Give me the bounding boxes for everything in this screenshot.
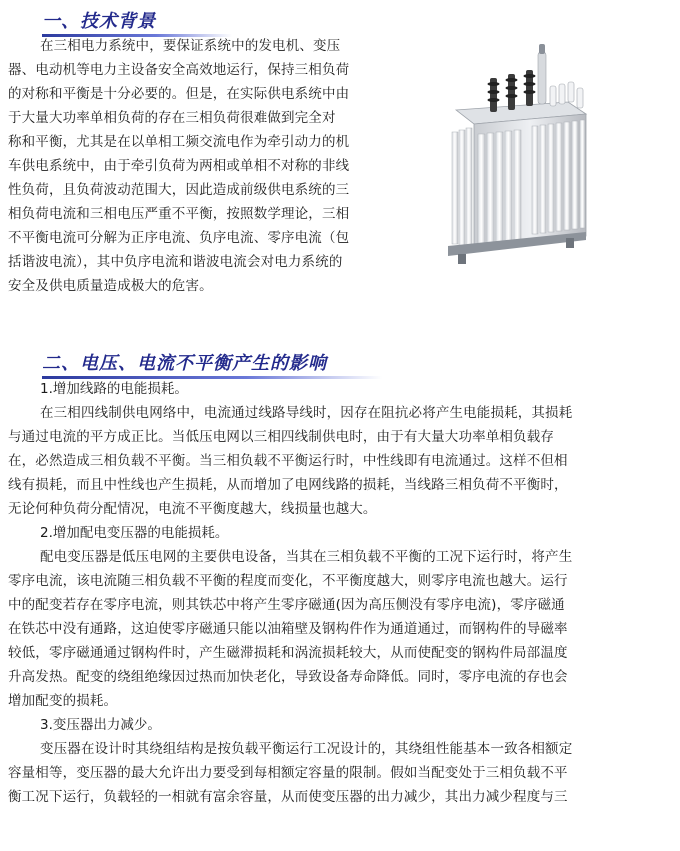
heading-text: 一、技术背景 <box>42 11 156 32</box>
paragraph-line: 括谐波电流），其中负序电流和谐波电流会对电力系统的 <box>8 254 343 270</box>
paragraph-line: 与通过电流的平方成正比。当低压电网以三相四线制供电时，由于有大量大功率单相负载存 <box>8 429 554 445</box>
transformer-photo <box>438 40 588 300</box>
paragraph-line: 安全及供电质量造成极大的危害。 <box>8 278 213 294</box>
paragraph-line: 于大量大功率单相负荷的存在三相负荷很难做到完全对 <box>8 110 336 126</box>
subheading-line-loss: 1.增加线路的电能损耗。 <box>40 381 188 397</box>
paragraph-line: 增加配变的损耗。 <box>8 693 118 709</box>
subheading-output-reduction: 3.变压器出力减少。 <box>40 717 161 733</box>
paragraph-line: 无论何种负荷分配情况，电流不平衡度越大，线损量也越大。 <box>8 501 377 517</box>
paragraph-line: 升高发热。配变的绕组绝缘因过热而加快老化，导致设备寿命降低。同时，零序电流的存也会 <box>8 669 568 685</box>
paragraph-line: 车供电系统中，由于牵引负荷为两相或单相不对称的非线 <box>8 158 350 174</box>
paragraph-line: 性负荷，且负荷波动范围大，因此造成前级供电系统的三 <box>8 182 350 198</box>
section-heading-imbalance-effects <box>42 349 327 375</box>
paragraph-line: 衡工况下运行，负载轻的一相就有富余容量，从而使变压器的出力减少，其出力减少程度与三 <box>8 789 568 805</box>
paragraph-line: 在三相电力系统中，要保证系统中的发电机、变压 <box>40 38 341 54</box>
paragraph-line: 在铁芯中没有通路，这迫使零序磁通只能以油箱壁及钢构件作为通道通过，而钢构件的导磁率 <box>8 621 568 637</box>
paragraph-line: 中的配变若存在零序电流，则其铁芯中将产生零序磁通(因为高压侧没有零序电流)，零序磁通 <box>8 597 565 613</box>
paragraph-line: 零序电流，该电流随三相负载不平衡的程度而变化，不平衡度越大，则零序电流也越大。运行 <box>8 573 568 589</box>
paragraph-line: 变压器在设计时其绕组结构是按负载平衡运行工况设计的，其绕组性能基本一致各相额定 <box>40 741 573 757</box>
paragraph-line: 称和平衡，尤其是在以单相工频交流电作为牵引动力的机 <box>8 134 350 150</box>
subheading-transformer-loss: 2.增加配电变压器的电能损耗。 <box>40 525 229 541</box>
paragraph-line: 较低，零序磁通通过钢构件时，产生磁滞损耗和涡流损耗较大，从而使配变的钢构件局部温度 <box>8 645 568 661</box>
paragraph-line: 相负荷电流和三相电压严重不平衡，按照数学理论，三相 <box>8 206 350 222</box>
paragraph-line: 在，必然造成三相负载不平衡。当三相负载不平衡运行时，中性线即有电流通过。这样不但相 <box>8 453 568 469</box>
paragraph-line: 器、电动机等电力主设备安全高效地运行，保持三相负荷 <box>8 62 350 78</box>
heading-text: 二、电压、电流不平衡产生的影响 <box>42 353 327 374</box>
paragraph-line: 容量相等，变压器的最大允许出力要受到每相额定容量的限制。假如当配变处于三相负载不平 <box>8 765 568 781</box>
paragraph-line: 在三相四线制供电网络中，电流通过线路导线时，因存在阻抗必将产生电能损耗，其损耗 <box>40 405 573 421</box>
paragraph-line: 配电变压器是低压电网的主要供电设备，当其在三相负载不平衡的工况下运行时，将产生 <box>40 549 573 565</box>
section-heading-tech-background <box>42 7 156 33</box>
paragraph-line: 线有损耗，而且中性线也产生损耗，从而增加了电网线路的损耗，当线路三相负荷不平衡时， <box>8 477 568 493</box>
paragraph-line: 的对称和平衡是十分必要的。但是，在实际供电系统中由 <box>8 86 350 102</box>
paragraph-line: 不平衡电流可分解为正序电流、负序电流、零序电流（包 <box>8 230 350 246</box>
